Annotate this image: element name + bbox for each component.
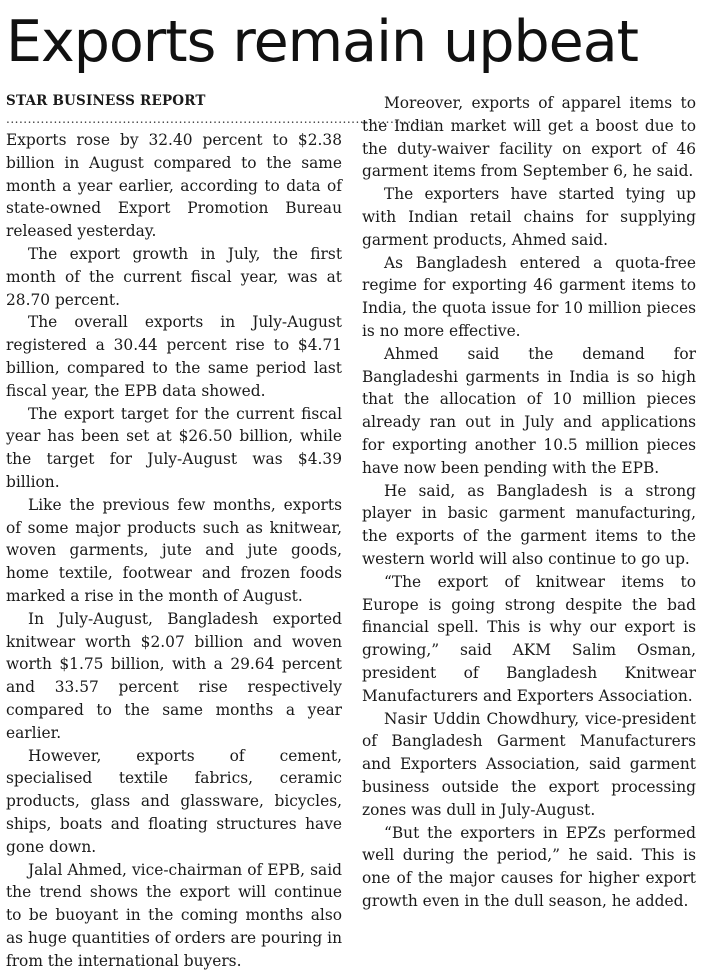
paragraph: In July-August, Bangladesh exported knitwear worth $2.07 billion and woven worth $1.75 billion, with a 29.64 percent and 33.57 percent rise respectively compared to the same months a year earlier. [6, 608, 342, 745]
paragraph: Nasir Uddin Chowdhury, vice-president of Bangladesh Garment Manufacturers and Exporters Association, said garment business outside the export processing zones was dull in July-August. [362, 708, 696, 822]
byline: STAR BUSINESS REPORT [6, 92, 342, 110]
paragraph: As Bangladesh entered a quota-free regime for exporting 46 garment items to India, the quota issue for 10 million pieces is no more effective. [362, 252, 696, 343]
headline: Exports remain upbeat [6, 0, 702, 84]
byline-divider: .................................................................................................... [6, 112, 342, 126]
paragraph: The exporters have started tying up with Indian retail chains for supplying garment products, Ahmed said. [362, 183, 696, 251]
paragraph: Jalal Ahmed, vice-chairman of EPB, said the trend shows the export will continue to be buoyant in the coming months also as huge quantities of orders are pouring in from the international buyers. [6, 859, 342, 972]
paragraph: Ahmed said the demand for Bangladeshi garments in India is so high that the allocation of 10 million pieces already ran out in July and applications for exporting another 10.5 million pieces have now been pending with the EPB. [362, 343, 696, 480]
paragraph: “The export of knitwear items to Europe is going strong despite the bad financial spell. This is why our export is growing,” said AKM Salim Osman, president of Bangladesh Knitwear Manufacturers and Exporters Association. [362, 571, 696, 708]
paragraph: The export target for the current fiscal year has been set at $26.50 billion, while the target for July-August was $4.39 billion. [6, 403, 342, 494]
paragraph: The export growth in July, the first month of the current fiscal year, was at 28.70 percent. [6, 243, 342, 311]
paragraph: Exports rose by 32.40 percent to $2.38 billion in August compared to the same month a year earlier, according to data of state-owned Export Promotion Bureau released yesterday. [6, 129, 342, 243]
paragraph: “But the exporters in EPZs performed well during the period,” he said. This is one of the major causes for higher export growth even in the dull season, he added. [362, 822, 696, 913]
paragraph: He said, as Bangladesh is a strong player in basic garment manufacturing, the exports of the garment items to the western world will also continue to go up. [362, 480, 696, 571]
paragraph: However, exports of cement, specialised textile fabrics, ceramic products, glass and glassware, bicycles, ships, boats and floating structures have gone down. [6, 745, 342, 859]
article-column-right [362, 92, 696, 913]
paragraph: Like the previous few months, exports of some major products such as knitwear, woven garments, jute and jute goods, home textile, footwear and frozen foods marked a rise in the month of August. [6, 494, 342, 608]
paragraph: Moreover, exports of apparel items to the Indian market will get a boost due to the duty-waiver facility on export of 46 garment items from September 6, he said. [362, 92, 696, 183]
paragraph: The overall exports in July-August registered a 30.44 percent rise to $4.71 billion, compared to the same period last fiscal year, the EPB data showed. [6, 311, 342, 402]
article-column-left [6, 92, 342, 972]
